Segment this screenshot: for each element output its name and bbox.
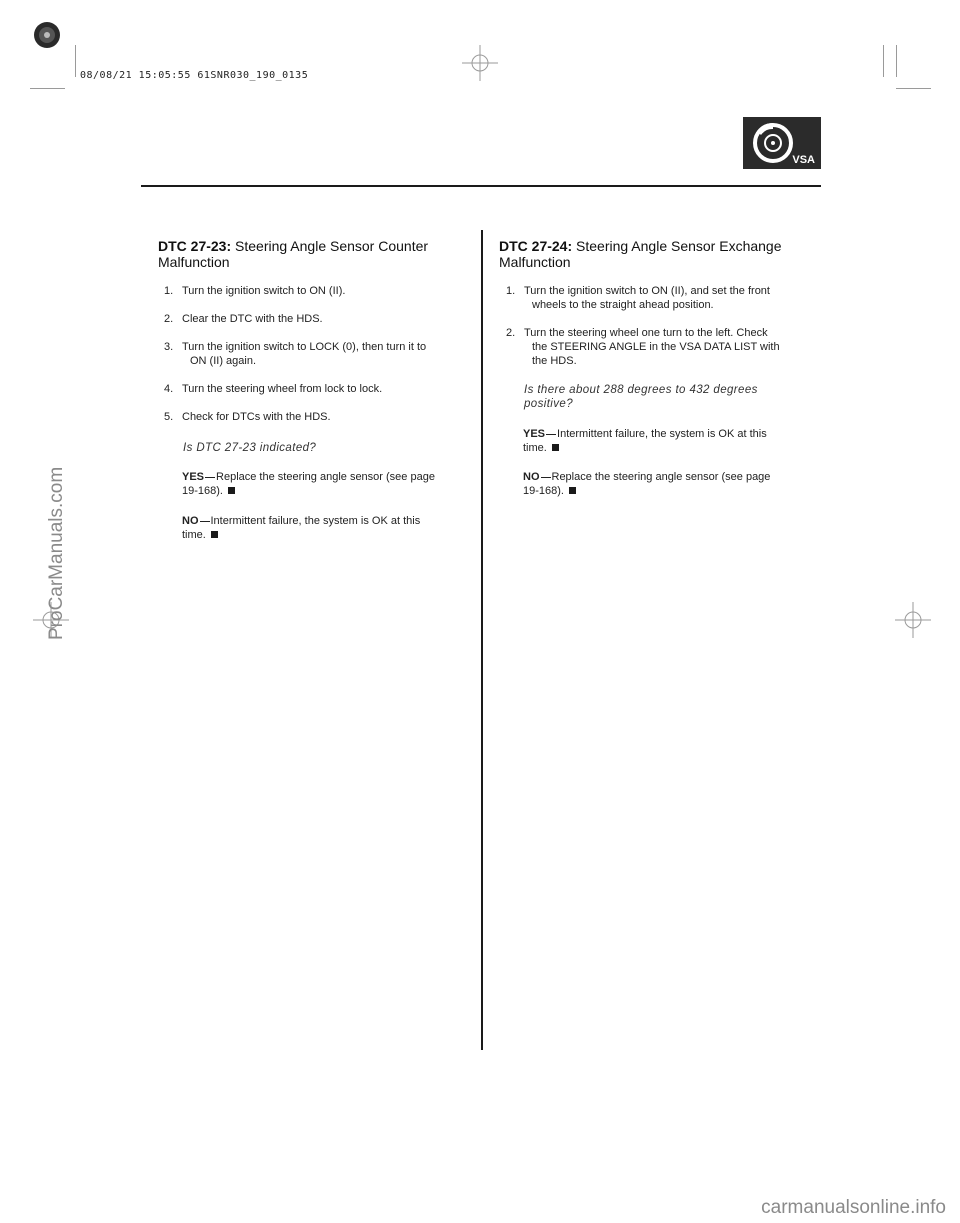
crop-line (30, 88, 65, 89)
list-item: 3. Turn the ignition switch to LOCK (0), then turn it to ON (II) again. (164, 341, 427, 367)
list-item: 5. Check for DTCs with the HDS. (164, 411, 331, 423)
right-dtc-title: Steering Angle Sensor Exchange (576, 238, 782, 254)
crop-line (896, 88, 931, 89)
list-item: 4. Turn the steering wheel from lock to lock. (164, 383, 383, 395)
right-no-answer: NO Replace the steering angle sensor (see page 19-168). (523, 471, 771, 497)
right-procedure-steps (506, 284, 806, 382)
list-item: 1. Turn the ignition switch to ON (II), and set the front wheels to the straight ahead position. (506, 285, 770, 311)
left-dtc-code: DTC 27-23: (158, 238, 232, 254)
end-mark-icon (211, 531, 218, 538)
left-dtc-title: Steering Angle Sensor Counter (235, 238, 429, 254)
right-dtc-title-cont: Malfunction (499, 254, 571, 270)
left-yes-answer: YES Replace the steering angle sensor (see page 19-168). (182, 471, 435, 497)
end-mark-icon (552, 444, 559, 451)
list-item: 2. Turn the steering wheel one turn to the left. Check the STEERING ANGLE in the VSA DATA LIST with the HDS. (506, 327, 780, 367)
print-timestamp: 08/08/21 15:05:55 61SNR030_190_0135 (80, 70, 309, 81)
left-dtc-title-cont: Malfunction (158, 254, 230, 270)
column-divider (481, 230, 483, 1050)
vsa-badge-label: VSA (792, 154, 815, 166)
crop-line (883, 45, 884, 77)
right-dtc-heading (499, 238, 819, 270)
vsa-section-badge (743, 117, 821, 169)
left-question: Is DTC 27-23 indicated? (183, 442, 317, 454)
right-dtc-code: DTC 27-24: (499, 238, 573, 254)
left-dtc-heading (158, 238, 478, 270)
left-procedure-steps (164, 284, 464, 438)
crop-line (75, 45, 76, 77)
vsa-brake-disc-icon (751, 121, 795, 165)
end-mark-icon (228, 487, 235, 494)
bottom-watermark: carmanualsonline.info (761, 1197, 946, 1218)
crop-line (896, 45, 897, 77)
right-question: Is there about 288 degrees to 432 degrees positive? (524, 384, 758, 410)
right-yes-answer: YES Intermittent failure, the system is OK at this time. (523, 428, 767, 454)
list-item: 1. Turn the ignition switch to ON (II). (164, 285, 346, 297)
list-item: 2. Clear the DTC with the HDS. (164, 313, 323, 325)
end-mark-icon (569, 487, 576, 494)
header-rule (141, 185, 821, 187)
left-no-answer: NO Intermittent failure, the system is OK at this time. (182, 515, 421, 541)
side-watermark: ProCarManuals.com (46, 466, 67, 640)
